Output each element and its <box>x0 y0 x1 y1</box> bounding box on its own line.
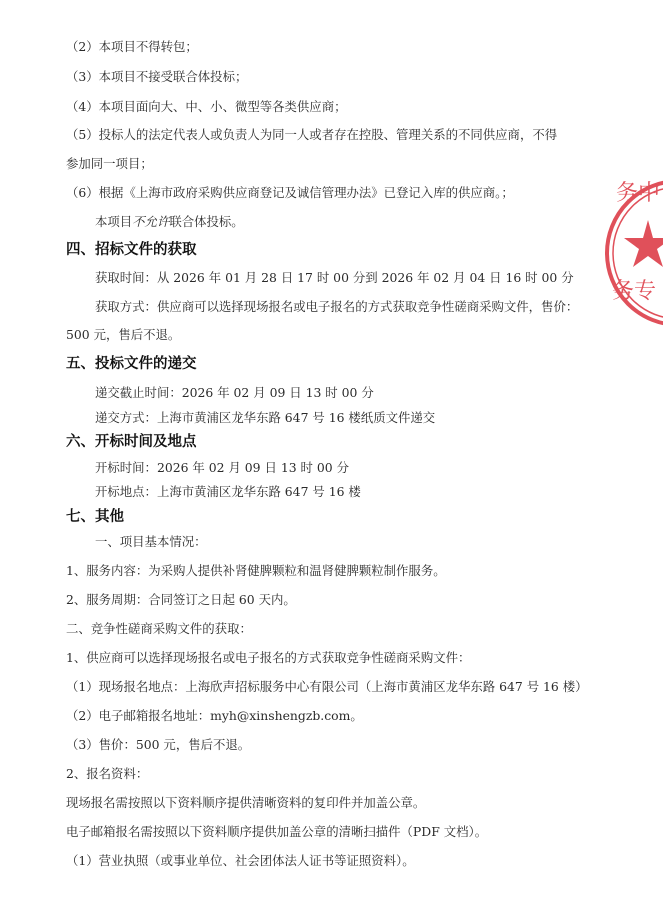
consortium-note-prefix: 本项目 <box>95 214 133 229</box>
acquire-time: 获取时间：从 2026 年 01 月 28 日 17 时 00 分到 2026 年 02 月 04 日 16 时 00 分 <box>95 270 574 285</box>
item-5-cont: 参加同一项目； <box>66 156 153 171</box>
item-3: （3）本项目不接受联合体投标； <box>66 69 248 84</box>
service-period: 2、服务周期：合同签订之日起 60 天内。 <box>66 592 296 607</box>
registration-materials: 2、报名资料： <box>66 766 149 781</box>
consortium-note <box>95 214 244 230</box>
project-basic-info: 一、项目基本情况： <box>95 534 207 549</box>
doc-acquisition-method: 1、供应商可以选择现场报名或电子报名的方式获取竞争性磋商采购文件： <box>66 650 471 665</box>
doc-acquisition-title: 二、竞争性磋商采购文件的获取： <box>66 621 252 636</box>
consortium-note-emphasis: 不允许 <box>132 214 170 229</box>
heading-section-6: 六、开标时间及地点 <box>66 434 197 450</box>
acquire-method: 获取方式：供应商可以选择现场报名或电子报名的方式获取竞争性磋商采购文件，售价： <box>95 299 579 314</box>
onsite-materials-note: 现场报名需按照以下资料顺序提供清晰资料的复印件并加盖公章。 <box>66 795 426 810</box>
acquire-price: 500 元，售后不退。 <box>66 327 181 342</box>
opening-location: 开标地点：上海市黄浦区龙华东路 647 号 16 楼 <box>95 484 361 499</box>
seal-text-bottom: 务专 <box>612 279 657 304</box>
item-5: （5）投标人的法定代表人或负责人为同一人或者存在控股、管理关系的不同供应商，不得 <box>66 127 558 142</box>
business-license: （1）营业执照（或事业单位、社会团体法人证书等证照资料）。 <box>66 853 415 868</box>
seal-text-top: 务中 <box>616 181 661 206</box>
heading-section-7: 七、其他 <box>66 509 124 525</box>
item-6: （6）根据《上海市政府采购供应商登记及诚信管理办法》已登记入库的供应商。； <box>66 185 514 200</box>
email-registration: （2）电子邮箱报名地址：myh@xinshengzb.com。 <box>66 708 363 723</box>
consortium-note-suffix: 联合体投标。 <box>169 214 244 229</box>
onsite-registration: （1）现场报名地点：上海欣声招标服务中心有限公司（上海市黄浦区龙华东路 647 号 16 楼） <box>66 679 588 694</box>
item-2: （2）本项目不得转包； <box>66 39 198 54</box>
company-seal <box>604 158 663 348</box>
service-content: 1、服务内容：为采购人提供补肾健脾颗粒和温肾健脾颗粒制作服务。 <box>66 563 446 578</box>
seal-star-icon <box>624 220 663 267</box>
opening-time: 开标时间：2026 年 02 月 09 日 13 时 00 分 <box>95 460 349 475</box>
submit-deadline: 递交截止时间：2026 年 02 月 09 日 13 时 00 分 <box>95 385 374 400</box>
heading-section-4: 四、招标文件的获取 <box>66 242 197 258</box>
item-4: （4）本项目面向大、中、小、微型等各类供应商； <box>66 99 347 114</box>
doc-price: （3）售价：500 元，售后不退。 <box>66 737 251 752</box>
heading-section-5: 五、投标文件的递交 <box>66 356 197 372</box>
email-materials-note: 电子邮箱报名需按照以下资料顺序提供加盖公章的清晰扫描件（PDF 文档）。 <box>66 824 488 839</box>
submit-method: 递交方式：上海市黄浦区龙华东路 647 号 16 楼纸质文件递交 <box>95 410 436 425</box>
